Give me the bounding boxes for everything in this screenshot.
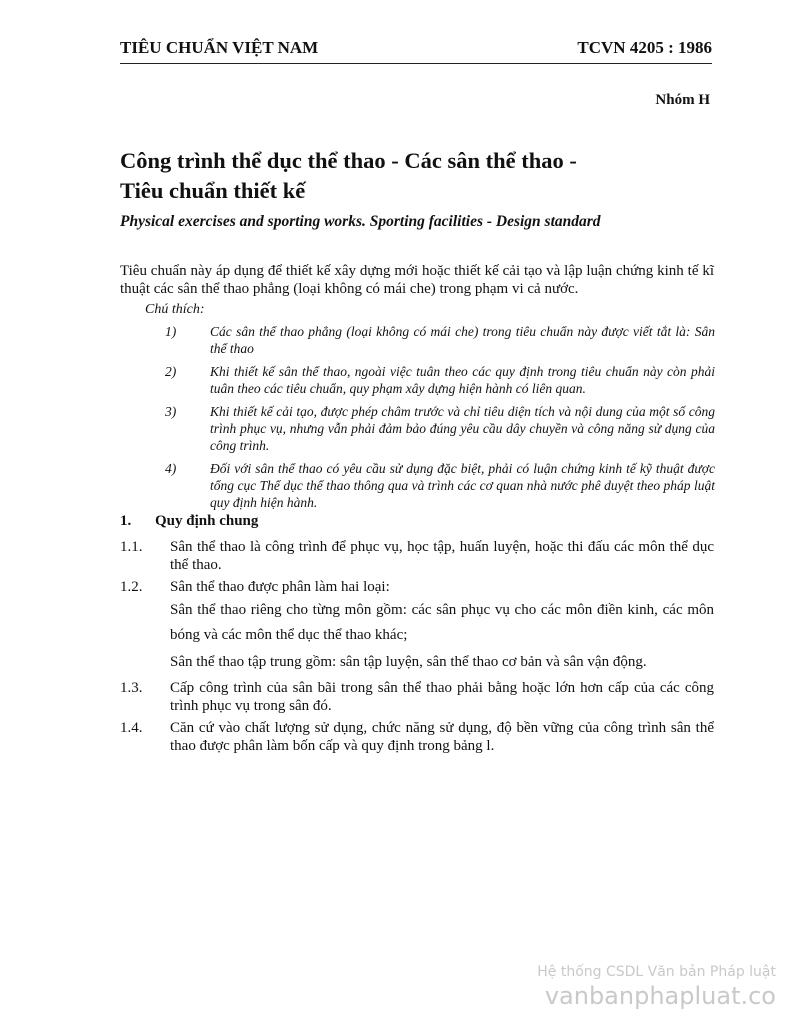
watermark-line-1: Hệ thống CSDL Văn bản Pháp luật bbox=[537, 964, 776, 980]
header-standard-code: TCVN 4205 : 1986 bbox=[577, 38, 712, 57]
clause-body bbox=[170, 538, 714, 574]
note-item bbox=[165, 403, 715, 454]
group-label: Nhóm H bbox=[655, 92, 710, 108]
notes-label: Chú thích: bbox=[145, 302, 205, 317]
note-number: 1) bbox=[165, 324, 177, 339]
clauses-list bbox=[120, 538, 714, 759]
note-number: 2) bbox=[165, 364, 177, 379]
notes-list bbox=[165, 323, 715, 517]
clause-text: Sân thể thao là công trình để phục vụ, học tập, huấn luyện, hoặc thi đấu các môn thể dục thể thao. bbox=[170, 539, 714, 573]
document-title bbox=[120, 146, 720, 206]
clause-body bbox=[170, 719, 714, 755]
note-number: 4) bbox=[165, 461, 177, 476]
note-item bbox=[165, 323, 715, 357]
clause-subparagraph: Sân thể thao tập trung gồm: sân tập luyện, sân thể thao cơ bản và sân vận động. bbox=[170, 654, 647, 670]
clause-subparagraph: Sân thể thao riêng cho từng môn gồm: các sân phục vụ cho các môn điền kinh, các môn bóng và các môn thể dục thể thao khác; bbox=[170, 602, 714, 643]
note-number: 3) bbox=[165, 404, 177, 419]
note-text: Khi thiết kế cải tạo, được phép châm trước và chỉ tiêu diện tích và nội dung của một số công trình phục vụ, nhưng vẫn phải đảm bảo đúng yêu cầu dây chuyền và công năng sử dụng của công trình. bbox=[210, 404, 715, 453]
clause-body bbox=[170, 679, 714, 715]
header-standard-name: TIÊU CHUẨN VIỆT NAM bbox=[120, 38, 319, 57]
clause-1-3 bbox=[120, 679, 714, 715]
watermark-line-2: vanbanphapluat.co bbox=[544, 982, 776, 1010]
clause-number: 1.3. bbox=[120, 680, 143, 696]
clause-text: Căn cứ vào chất lượng sử dụng, chức năng sử dụng, độ bền vững của công trình sân thể thao được phân làm bốn cấp và quy định trong bảng l. bbox=[170, 720, 714, 754]
note-item bbox=[165, 460, 715, 511]
note-item bbox=[165, 363, 715, 397]
clause-body bbox=[170, 578, 714, 675]
section-heading bbox=[120, 513, 258, 530]
section-number: 1. bbox=[120, 513, 132, 529]
note-text: Các sân thể thao phẳng (loại không có mái che) trong tiêu chuẩn này được viết tắt là: Sân thể thao bbox=[210, 324, 715, 356]
clause-1-1 bbox=[120, 538, 714, 574]
note-text: Khi thiết kế sân thể thao, ngoài việc tuân theo các quy định trong tiêu chuẩn này còn phải tuân theo các tiêu chuẩn, quy phạm xây dựng hiện hành có liên quan. bbox=[210, 364, 715, 396]
page-header bbox=[120, 38, 712, 58]
section-title: Quy định chung bbox=[155, 513, 259, 529]
clause-number: 1.2. bbox=[120, 579, 143, 595]
clause-number: 1.4. bbox=[120, 720, 143, 736]
header-divider bbox=[120, 63, 712, 64]
intro-paragraph: Tiêu chuẩn này áp dụng để thiết kế xây dựng mới hoặc thiết kế cải tạo và lập luận chứng kinh tế kĩ thuật các sân thể thao phẳng (loại không có mái che) trong phạm vi cả nước. bbox=[120, 263, 714, 297]
watermark bbox=[537, 964, 776, 1010]
english-subtitle: Physical exercises and sporting works. Sporting facilities - Design standard bbox=[120, 213, 601, 230]
clause-1-2 bbox=[120, 578, 714, 675]
clause-text: Sân thể thao được phân làm hai loại: bbox=[170, 579, 390, 595]
clause-1-4 bbox=[120, 719, 714, 755]
clause-number: 1.1. bbox=[120, 539, 143, 555]
title-line-1: Công trình thể dục thể thao - Các sân thể thao - bbox=[120, 148, 577, 173]
note-text: Đối với sân thể thao có yêu cầu sử dụng đặc biệt, phải có luận chứng kinh tế kỹ thuật được tổng cục Thể dục thể thao thông qua và trình các cơ quan nhà nước phê duyệt theo pháp luật quy định hiện hành. bbox=[210, 461, 715, 510]
title-line-2: Tiêu chuẩn thiết kế bbox=[120, 178, 306, 203]
clause-text: Cấp công trình của sân bãi trong sân thể thao phải bằng hoặc lớn hơn cấp của các công trình phục vụ trong sân đó. bbox=[170, 680, 714, 714]
